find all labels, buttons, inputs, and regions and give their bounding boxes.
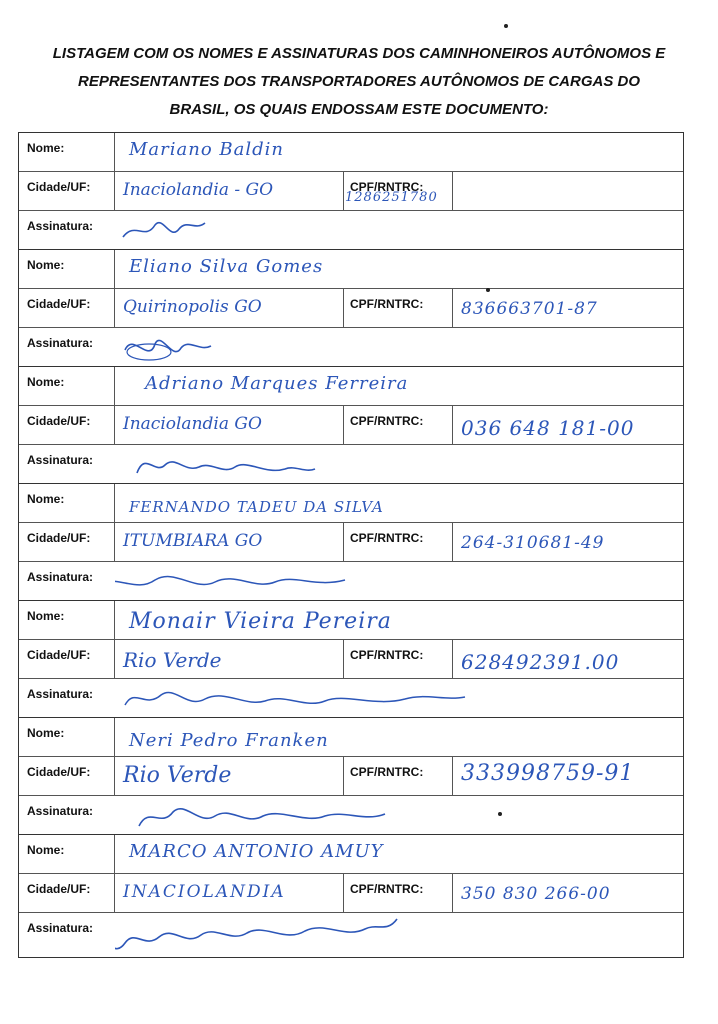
stray-mark — [498, 812, 502, 816]
city-value — [115, 757, 343, 795]
title-line-1: LISTAGEM COM OS NOMES E ASSINATURAS DOS CAMINHONEIROS AUTÔNOMOS E — [52, 45, 666, 62]
city-value — [115, 289, 343, 327]
city-label: Cidade/UF: — [19, 640, 115, 678]
handwritten-cpf: 036 648 181-00 — [461, 416, 635, 440]
city-label: Cidade/UF: — [19, 406, 115, 444]
cpf-label: CPF/RNTRC: — [343, 289, 453, 327]
signature-scribble — [115, 211, 315, 249]
signature-value — [115, 328, 683, 366]
name-row — [19, 484, 683, 522]
name-row — [19, 133, 683, 171]
signature-row — [19, 678, 683, 717]
handwritten-city: Inaciolandia GO — [123, 414, 262, 434]
city-label: Cidade/UF: — [19, 757, 115, 795]
cpf-value — [453, 289, 683, 327]
cpf-label: CPF/RNTRC: — [343, 757, 453, 795]
handwritten-city: Rio Verde — [123, 763, 232, 788]
document-title — [20, 40, 698, 124]
name-value — [115, 601, 683, 639]
title-line-2: REPRESENTANTES DOS TRANSPORTADORES AUTÔNOMOS DE CARGAS DO — [78, 73, 640, 90]
title-line-3: BRASIL, OS QUAIS ENDOSSAM ESTE DOCUMENTO: — [169, 101, 549, 118]
name-label: Nome: — [19, 367, 115, 405]
cpf-value — [453, 874, 683, 912]
signature-value — [115, 562, 683, 600]
cpf-value — [453, 406, 683, 444]
name-value — [115, 484, 683, 522]
city-label: Cidade/UF: — [19, 289, 115, 327]
signature-row — [19, 561, 683, 600]
cpf-label: CPF/RNTRC: — [343, 406, 453, 444]
signature-row — [19, 795, 683, 834]
handwritten-city: INACIOLANDIA — [123, 882, 286, 902]
city-value — [115, 172, 343, 210]
signature-value — [115, 679, 683, 717]
cpf-value — [453, 523, 683, 561]
handwritten-cpf: 350 830 266-00 — [461, 884, 611, 904]
record-2 — [19, 249, 683, 366]
record-1 — [19, 133, 683, 249]
cpf-value — [453, 640, 683, 678]
signature-label: Assinatura: — [27, 804, 94, 818]
name-value — [115, 250, 683, 288]
city-row — [19, 288, 683, 327]
name-row — [19, 367, 683, 405]
name-row — [19, 718, 683, 756]
city-label: Cidade/UF: — [19, 874, 115, 912]
cpf-label: CPF/RNTRC: — [343, 172, 453, 210]
name-label: Nome: — [19, 133, 115, 171]
name-value — [115, 835, 683, 873]
signature-label: Assinatura: — [27, 453, 94, 467]
handwritten-name: FERNANDO TADEU DA SILVA — [129, 498, 384, 516]
stray-mark — [486, 288, 490, 292]
city-value — [115, 874, 343, 912]
handwritten-name: Mariano Baldin — [129, 139, 284, 160]
signature-scribble — [115, 445, 375, 483]
signature-label: Assinatura: — [27, 219, 94, 233]
handwritten-city: Quirinopolis GO — [123, 297, 262, 317]
signature-label: Assinatura: — [27, 336, 94, 350]
signature-row — [19, 327, 683, 366]
handwritten-name: Adriano Marques Ferreira — [145, 373, 409, 394]
handwritten-city: ITUMBIARA GO — [123, 531, 263, 551]
signature-table — [18, 132, 684, 958]
city-label: Cidade/UF: — [19, 172, 115, 210]
signature-value — [115, 796, 683, 834]
city-row — [19, 873, 683, 912]
handwritten-name: Neri Pedro Franken — [129, 730, 329, 751]
handwritten-cpf: 333998759-91 — [461, 761, 635, 786]
stray-mark — [504, 24, 508, 28]
name-row — [19, 601, 683, 639]
name-label: Nome: — [19, 835, 115, 873]
name-value — [115, 367, 683, 405]
name-label: Nome: — [19, 718, 115, 756]
record-5 — [19, 600, 683, 717]
city-row — [19, 639, 683, 678]
signature-scribble — [115, 328, 315, 366]
city-row — [19, 756, 683, 795]
signature-label: Assinatura: — [27, 570, 94, 584]
city-label: Cidade/UF: — [19, 523, 115, 561]
cpf-label: CPF/RNTRC: — [343, 874, 453, 912]
handwritten-cpf: 1286251780 — [345, 190, 438, 205]
handwritten-name: Monair Vieira Pereira — [129, 609, 392, 634]
city-value — [115, 406, 343, 444]
signature-scribble — [115, 679, 475, 717]
city-row — [19, 522, 683, 561]
cpf-label: CPF/RNTRC: — [343, 523, 453, 561]
city-row — [19, 405, 683, 444]
name-label: Nome: — [19, 484, 115, 522]
city-row — [19, 171, 683, 210]
signature-scribble — [115, 562, 415, 600]
cpf-label: CPF/RNTRC: — [343, 640, 453, 678]
name-label: Nome: — [19, 601, 115, 639]
handwritten-name: MARCO ANTONIO AMUY — [129, 841, 384, 862]
city-value — [115, 523, 343, 561]
signature-scribble — [115, 796, 415, 834]
handwritten-cpf: 628492391.00 — [461, 650, 620, 674]
handwritten-cpf: 836663701-87 — [461, 299, 598, 319]
city-value — [115, 640, 343, 678]
signature-label: Assinatura: — [27, 921, 94, 935]
name-label: Nome: — [19, 250, 115, 288]
record-7 — [19, 834, 683, 957]
record-4 — [19, 483, 683, 600]
handwritten-city: Rio Verde — [123, 648, 222, 672]
signature-row — [19, 444, 683, 483]
name-row — [19, 250, 683, 288]
signature-scribble — [115, 913, 435, 957]
record-3 — [19, 366, 683, 483]
cpf-value — [453, 757, 683, 795]
record-6 — [19, 717, 683, 834]
name-row — [19, 835, 683, 873]
signature-row — [19, 210, 683, 249]
name-value — [115, 718, 683, 756]
handwritten-cpf: 264-310681-49 — [461, 533, 605, 553]
handwritten-city: Inaciolandia - GO — [123, 180, 274, 200]
signature-value — [115, 913, 683, 957]
handwritten-name: Eliano Silva Gomes — [129, 256, 324, 277]
name-value — [115, 133, 683, 171]
signature-value — [115, 445, 683, 483]
signature-row — [19, 912, 683, 957]
signature-label: Assinatura: — [27, 687, 94, 701]
signature-value — [115, 211, 683, 249]
